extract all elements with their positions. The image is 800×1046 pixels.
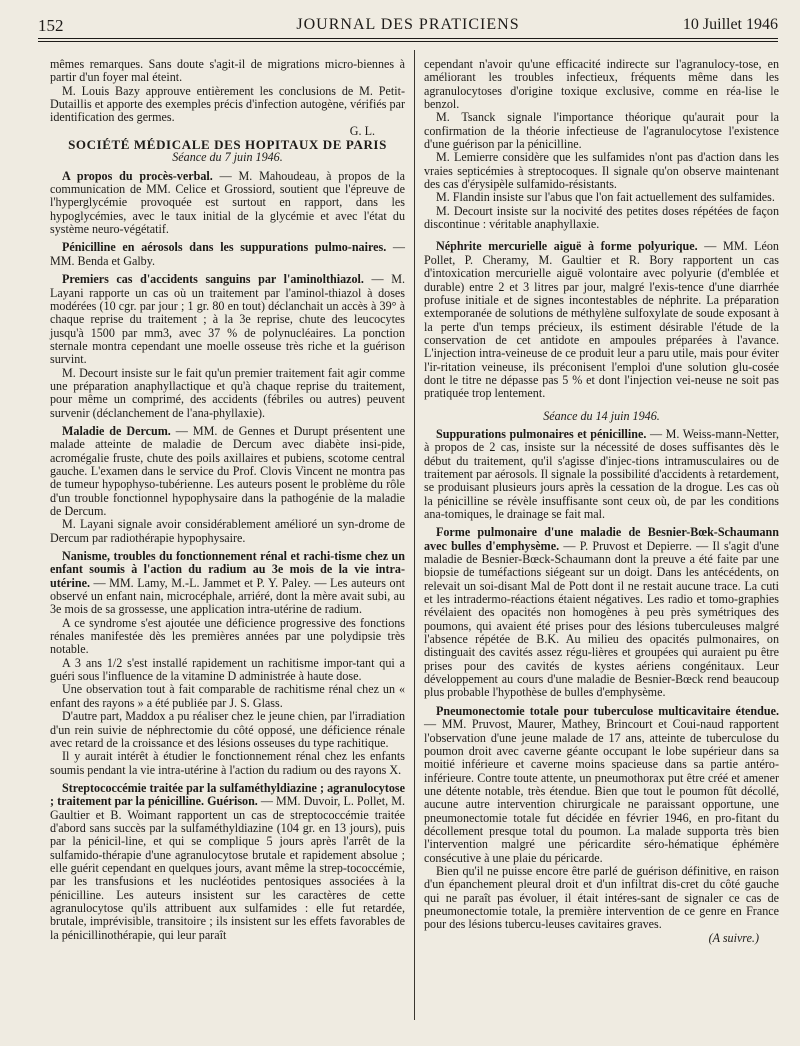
section-title: Pneumonectomie totale pour tuberculose multicavitaire étendue. [436,703,779,718]
header-rule [38,38,778,39]
seance-date: Séance du 14 juin 1946. [543,408,660,423]
section-title: Néphrite mercurielle aiguë à forme polyurique. [436,239,698,254]
issue-date: 10 Juillet 1946 [682,16,778,33]
paragraph: mêmes remarques. Sans doute s'agit-il de migrations micro-biennes à partir d'un foyer mal éteint. [50,57,405,85]
header-rule-thin [38,41,778,42]
right-column [424,58,779,945]
paragraph: Il y aurait intérêt à étudier le fonctionnement rénal chez les enfants soumis pendant la vie intra-utérine à l'action du radium ou des rayons X. [50,749,405,777]
paragraph: M. Tsanck signale l'importance théorique qu'aurait pour la confirmation de la théorie infectieuse de l'agranulocytose l'existence d'une guérison par la pénicilline. [424,110,779,152]
paragraph: A ce syndrome s'est ajoutée une déficience progressive des fonctions rénales manifestée dès les premières années par une polydipsie très notable. [50,615,405,657]
paragraph: M. Lemierre considère que les sulfamides n'ont pas d'action dans les vraies septicémies à streptocoques. Il signale qu'on observe maintenant des cas d'érysipèle sulfamido-résistants. [424,150,779,192]
section-title: Streptococcémie traitée par la sulfaméthyldiazine ; agranulocytose ; traitement par la pénicilline. Guérison. [50,780,405,809]
paragraph: M. Decourt insiste sur la nocivité des petites doses répétées de façon discontinue : véritable anaphyllaxie. [424,203,779,232]
section-title: Forme pulmonaire d'une maladie de Besnier-Bœk-Schaumann avec bulles d'emphysème. [424,525,779,553]
journal-title: JOURNAL DES PRATICIENS [296,16,520,33]
paragraph: Une observation tout à fait comparable de rachitisme rénal chez un « enfant des rayons » a été publiée par J. S. Glass. [50,682,405,710]
paragraph: M. Flandin insiste sur l'abus que l'on fait actuellement des sulfamides. [436,190,775,205]
section-title: Suppurations pulmonaires et pénicilline. [436,426,647,441]
section-text: — MM. Lamy, M.-L. Jammet et P. Y. Paley. — Les auteurs ont observé un enfant nain, microcéphale, arriéré, dont la mère avait subi, au 3e mois de sa grossesse, une application intra-utérine de radium. [50,575,405,617]
paragraph: cependant n'avoir qu'une efficacité indirecte sur l'agranulocy-tose, en améliorant les troubles infectieux, fréquents même dans les agranulocytoses d'origine toxique exclusive, comme en réa-lise le benzol. [424,57,779,112]
section-title: A propos du procès-verbal. [62,168,213,183]
seance-date: Séance du 7 juin 1946. [172,150,283,165]
signature: G. L. [349,123,375,138]
section-text: — P. Pruvost et Depierre. — Il s'agit d'une maladie de Besnier-Bœck-Schaumann dont la preuve a été faite par une biopsie de tuméfactions siégeant sur un doigt. Dans les antécédents, on relevait un soi-disant Mal de Pott dont il ne restait aucune trace. La cuti et les intradermo-réactions étaient négatives. Les radio et tomo-graphies révélaient des opacités non homogènes à peu près symétriques des poumons, qui avaient été prises pour des lésions tuberculeuses malgré l'absence répétée de B.K. Au milieu des opacités pulmonaires, on distinguait des cavités assez régu-lières et groupées qui auraient pu être prises pour des cavités de kystes aériens congénitaux. Leur développement au cours d'une maladie de Besnier-Bœck rend beaucoup plus probable l'hypothèse de bulles d'emphysème. [424,538,779,700]
section-title: Nanisme, troubles du fonctionnement rénal et rachi-tisme chez un enfant soumis à l'action du radium au 3e mois de la vie intra-utérine. [50,549,405,590]
section-text: — M. Layani rapporte un cas où un traitement par l'aminol-thiazol à doses modérées (10 cgr. par jour ; 1 gr. 80 en tout) déclanchait un accès à 39° à chaque reprise du traitement ; à la 3e reprise, chute des leucocytes jusqu'à 1500 par mm3, avec 37 % de polynucléaires. La ponction sternale montra cependant une moelle osseuse très riche et la guérison survint. [50,272,405,367]
paragraph: Bien qu'il ne puisse encore être parlé de guérison définitive, en raison d'un épanchement pleural droit et d'un infiltrat dis-cret du côté gauche qui ne paraît pas évoluer, il était intéres-sant de signaler ce cas de pneumonectomie totale, la première intervention de ce genre en France pour des lésions tubercu-leuses cavitaires graves. [424,863,779,932]
paragraph: M. Louis Bazy approuve entièrement les conclusions de M. Petit-Dutaillis et apporte des exemples précis d'infection autogène, vérifiés par identification des germes. [50,83,405,125]
section-text: — M. Weiss-mann-Netter, à propos de 2 cas, insiste sur la nécessité de doses suffisantes dès le début du traitement, qu'il s'agisse d'injec-tions intramusculaires ou de traitement par aérosols. Il signale la possibilité d'accidents à retardement, se produisant plusieurs jours après la cessation de la drogue. Les cas où la pénicilline se révèle insuffisante sont ceux où, de par les conditions ana-tomiques, le drainage se fait mal. [424,426,779,521]
section-title: Maladie de Dercum. [62,423,171,438]
page-header [38,14,778,40]
section-text: — M. Mahoudeau, à propos de la communication de MM. Celice et Grossiord, soutient que l'épreuve de l'hyperglycémie provoquée est surtout en rapport, dans les hypoglycémies, avec le taux initial de la glycémie et avec l'état du système neuro-végétatif. [50,168,405,237]
section-title: Premiers cas d'accidents sanguins par l'aminolthiazol. [62,272,364,287]
paragraph: A 3 ans 1/2 s'est installé rapidement un rachitisme impor-tant qui a guéri sous l'influence de la vitamine D administrée à haute dose. [50,655,405,684]
paragraph: D'autre part, Maddox a pu réaliser chez le jeune chien, par l'irradiation d'un rein suivie de néphrectomie du côté opposé, une déficience rénale avec retard de la croissance et des lésions osseuses du type rachitique. [50,709,405,750]
section-title: Pénicilline en aérosols dans les suppurations pulmo-naires. [62,240,387,255]
column-divider [414,50,415,1020]
section-text: — MM. Pruvost, Maurer, Mathey, Brincourt et Coui-naud rapportent l'observation d'une jeune malade de 17 ans, atteinte de tuberculose du poumon droit avec caverne géante occupant le lobe supérieur dans sa moitié inférieure et caverne moins spacieuse dans sa partie antéro-inférieure. Contre toute attente, un pneumothorax put être créé et amener une détente notable, très étendue. Bien que tout le poumon fût décollé, aucune autre intervention chirurgicale ne paraissant opportune, une pneumonectomie totale fut décidée en février 1946, en pro-fitant du décollement presque total du poumon. La malade supporta très bien l'intervention malgré une péricardite séro-hématique éphémère consécutive à une plaie du péricarde. [424,717,779,865]
left-column [50,58,405,942]
paragraph: M. Layani signale avoir considérablement amélioré un syn-drome de Dercum par radiothérapie hypophysaire. [50,517,405,545]
section-text: — MM. Léon Pollet, P. Cheramy, M. Gaultier et R. Bory rapportent un cas d'intoxication mercurielle aiguë volontaire avec polyurie (d'emblée et durable) entre 2 et 3 litres par jour, malgré l'exis-tence d'une diarrhée profuse initiale et de signes incontestables de néphrite. La préparation extemporanée de solutions de méthylène sulfoxylate de soude exposant à la perte d'un temps précieux, ils estiment désirable l'étude de la conservation de cet antidote en ampoules préparées à l'avance. L'injection intra-veineuse de ce produit leur a paru utile, mais pour éviter l'ir-ritation veineuse, ils préconisent l'emploi d'une solution glu-cosée dont le titre ne dépasse pas 5 % et dont l'injection vei-neuse ne soit pas pratiquée trop lentement. [424,239,779,401]
society-heading: SOCIÉTÉ MÉDICALE DES HOPITAUX DE PARIS [68,137,387,153]
section-text: — MM. Duvoir, L. Pollet, M. Gaultier et B. Woimant rapportent un cas de streptococcémie traitée d'abord sans succès par la sulfaméthyldiazine (104 gr. en 13 jours), puis par la pénicil-line, et qui se complique 5 jours après l'arrêt de la sulfamido-thérapie d'une agranulocytose brutale et rapidement absolue ; elle guérit cependant en quelques jours, avant même la strep-tococcémie, par les transfusions et les nucléotides pentosiques associées à la pénicilline. Les auteurs insistent sur les caractères de cette agranulocytose qu'ils attribuent aux sulfamides : elle fut retardée, brutale, imprévisible, transitoire ; ils insistent sur les effets favorables de la pénicillinothérapie, qui leur paraît [50,794,406,942]
paragraph: M. Decourt insiste sur le fait qu'un premier traitement fait agir comme une préparation anaphyllactique et qu'à chaque reprise du traitement, pour même un comprimé, des accidents (fébriles ou autres) peuvent survenir (déclanchement de l'ana-phyllaxie). [50,365,405,420]
continued-note: (A suivre.) [708,930,759,945]
section-text: — MM. de Gennes et Durupt présentent une malade atteinte de maladie de Dercum avec diabète insi-pide, acromégalie fruste, chute des poils axillaires et pubiens, scotome central gauche. L'examen dans le service du Prof. Clovis Vincent ne montra pas de tumeur hypophyso-tubérienne. Les auteurs posent le problème du rôle d'un trouble fonctionnel hypophysaire dans la pathogénie de la maladie de Dercum. [50,423,405,518]
section-text: — MM. Benda et Galby. [50,240,405,268]
page-number: 152 [38,16,64,35]
